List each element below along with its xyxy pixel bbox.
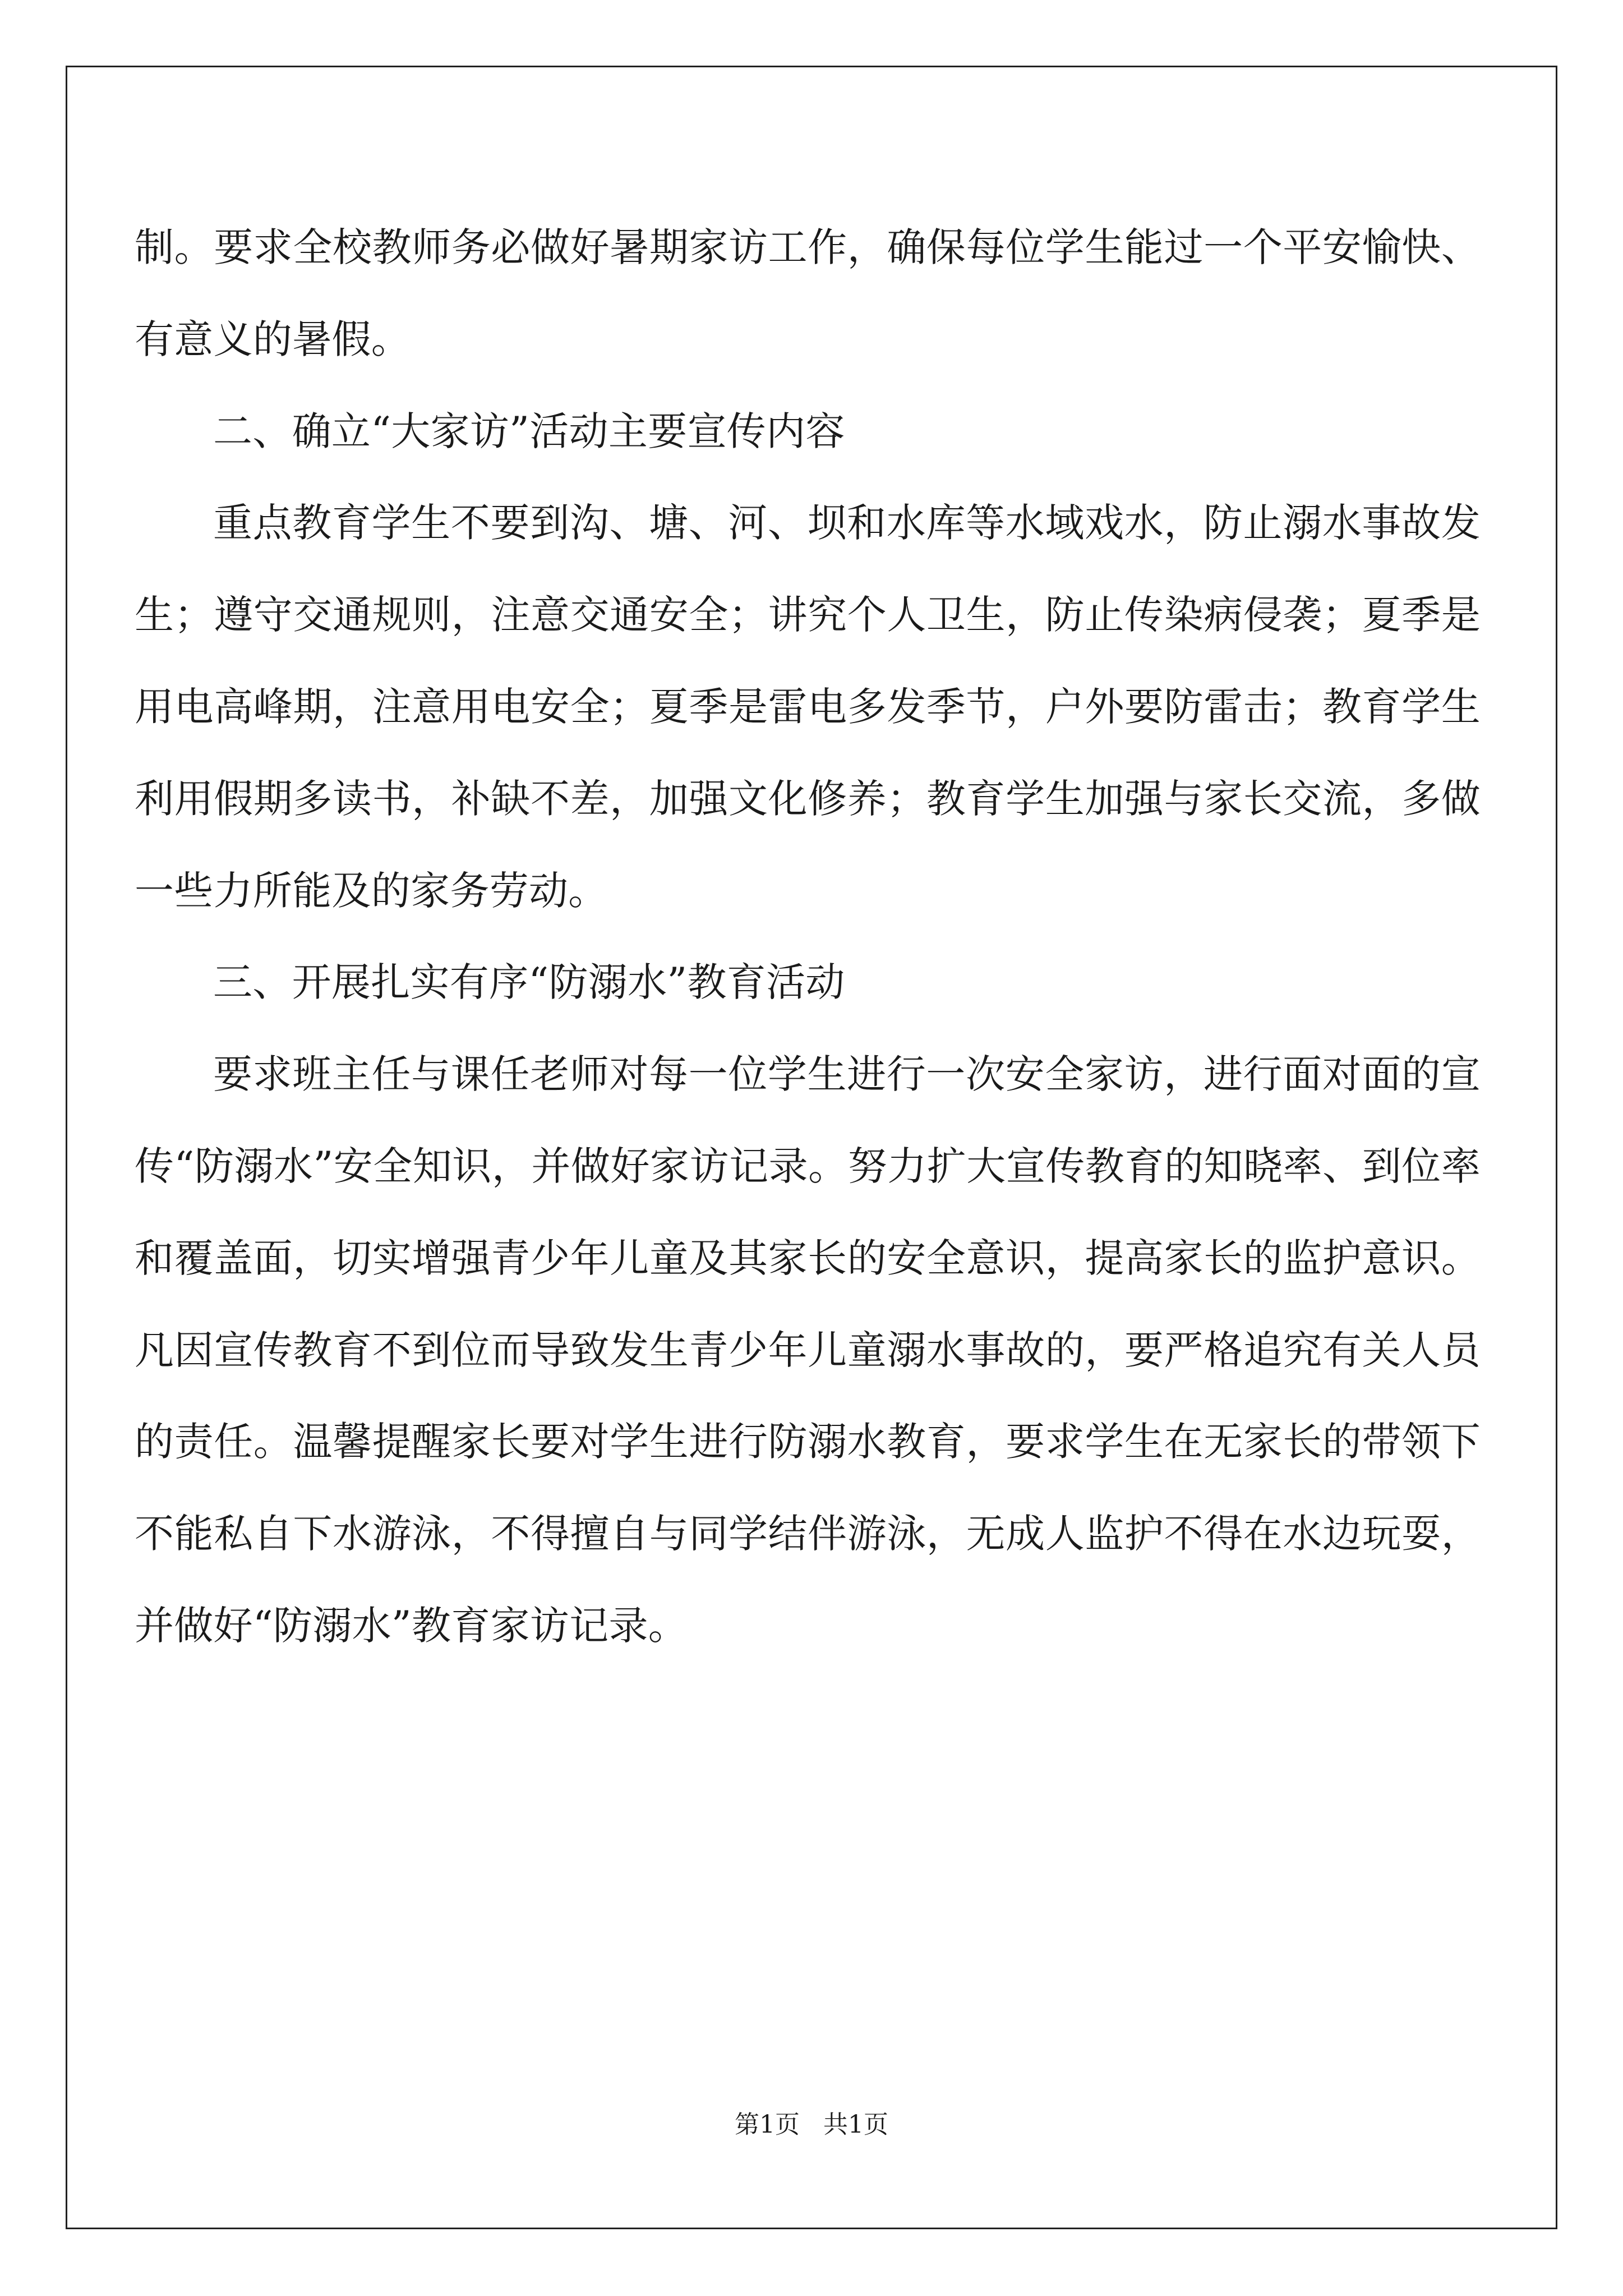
paragraph-education-activity: 要求班主任与课任老师对每一位学生进行一次安全家访，进行面对面的宣传“防溺水”安全知识，并做好家访记录。努力扩大宣传教育的知晓率、到位率和覆盖面，切实增强青少年儿童及其家长的安全意识，提高家长的监护意识。凡因宣传教育不到位而导致发生青少年儿童溺水事故的，要严格追究有关人员的责任。温馨提醒家长要对学生进行防溺水教育，要求学生在无家长的带领下不能私自下水游泳，不得擅自与同学结伴游泳，无成人监护不得在水边玩耍，并做好“防溺水”教育家访记录。 [135,1051,1481,1649]
section-heading-2: 二、确立“大家访”活动主要宣传内容 [213,408,845,454]
paragraph-publicity-content: 重点教育学生不要到沟、塘、河、坝和水库等水域戏水，防止溺水事故发生；遵守交通规则，注意交通安全；讲究个人卫生，防止传染病侵袭；夏季是用电高峰期，注意用电安全；夏季是雷电多发季节，户外要防雷击；教育学生利用假期多读书，补缺不差，加强文化修养；教育学生加强与家长交流，多做一些力所能及的家务劳动。 [135,500,1481,914]
section-heading-3: 三、开展扎实有序“防溺水”教育活动 [213,959,845,1006]
paragraph-continuation: 制。要求全校教师务必做好暑期家访工作，确保每位学生能过一个平安愉快、有意义的暑假。 [135,224,1481,362]
document-body [135,202,1481,1672]
page-footer: 第1页 共1页 [735,2110,888,2139]
